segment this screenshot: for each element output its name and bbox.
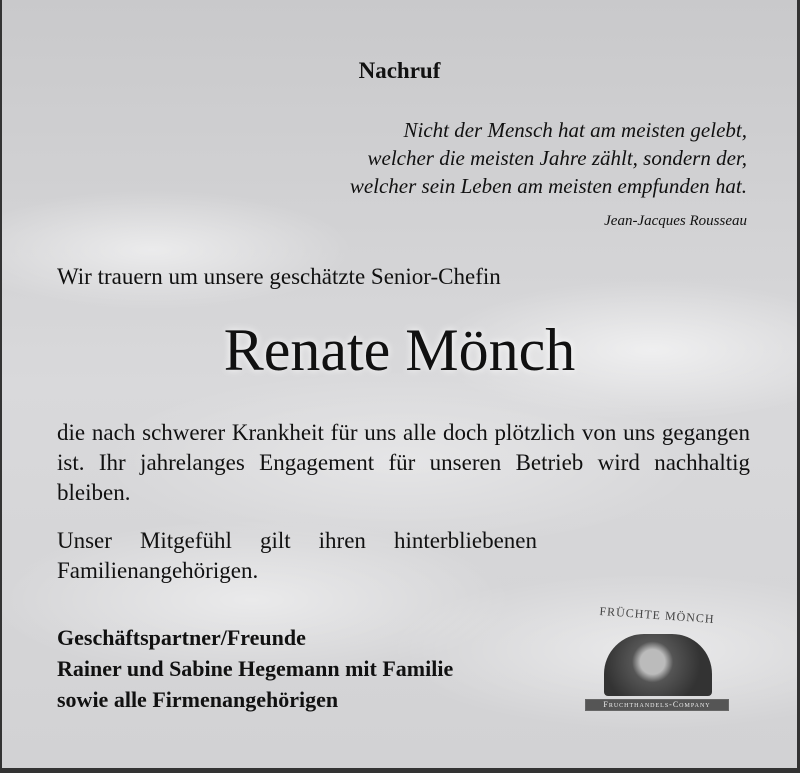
quote-line: Nicht der Mensch hat am meisten gelebt, xyxy=(403,118,747,142)
quote-line: welcher die meisten Jahre zählt, sondern der, xyxy=(367,146,747,170)
signature-line: Geschäftspartner/Freunde xyxy=(57,625,306,650)
intro-text: Wir trauern um unsere geschätzte Senior-Chefin xyxy=(57,264,501,289)
signature xyxy=(57,622,453,715)
deceased-name: Renate Mönch xyxy=(223,317,576,383)
obituary-notice xyxy=(2,0,797,768)
paragraph: Unser Mitgefühl gilt ihren hinterbliebenen Familienangehörigen. xyxy=(57,528,537,583)
signature-line: sowie alle Firmenangehörigen xyxy=(57,687,339,712)
company-logo xyxy=(577,603,737,714)
logo-title: FRÜCHTE MÖNCH xyxy=(598,603,716,627)
fruit-basket-image xyxy=(604,634,712,696)
heading: Nachruf xyxy=(358,58,441,83)
quote-line: welcher sein Leben am meisten empfunden hat. xyxy=(349,174,747,198)
quote xyxy=(350,116,747,200)
logo-subtitle: Fruchthandels-Company xyxy=(585,699,729,711)
paragraph: die nach schwerer Krankheit für uns alle doch plötzlich von uns gegangen ist. Ihr jahrelanges Engagement für unseren Betrieb wird nachhaltig bleiben. xyxy=(57,420,750,505)
signature-line: Rainer und Sabine Hegemann mit Familie xyxy=(57,656,454,681)
quote-author: Jean-Jacques Rousseau xyxy=(604,213,747,229)
